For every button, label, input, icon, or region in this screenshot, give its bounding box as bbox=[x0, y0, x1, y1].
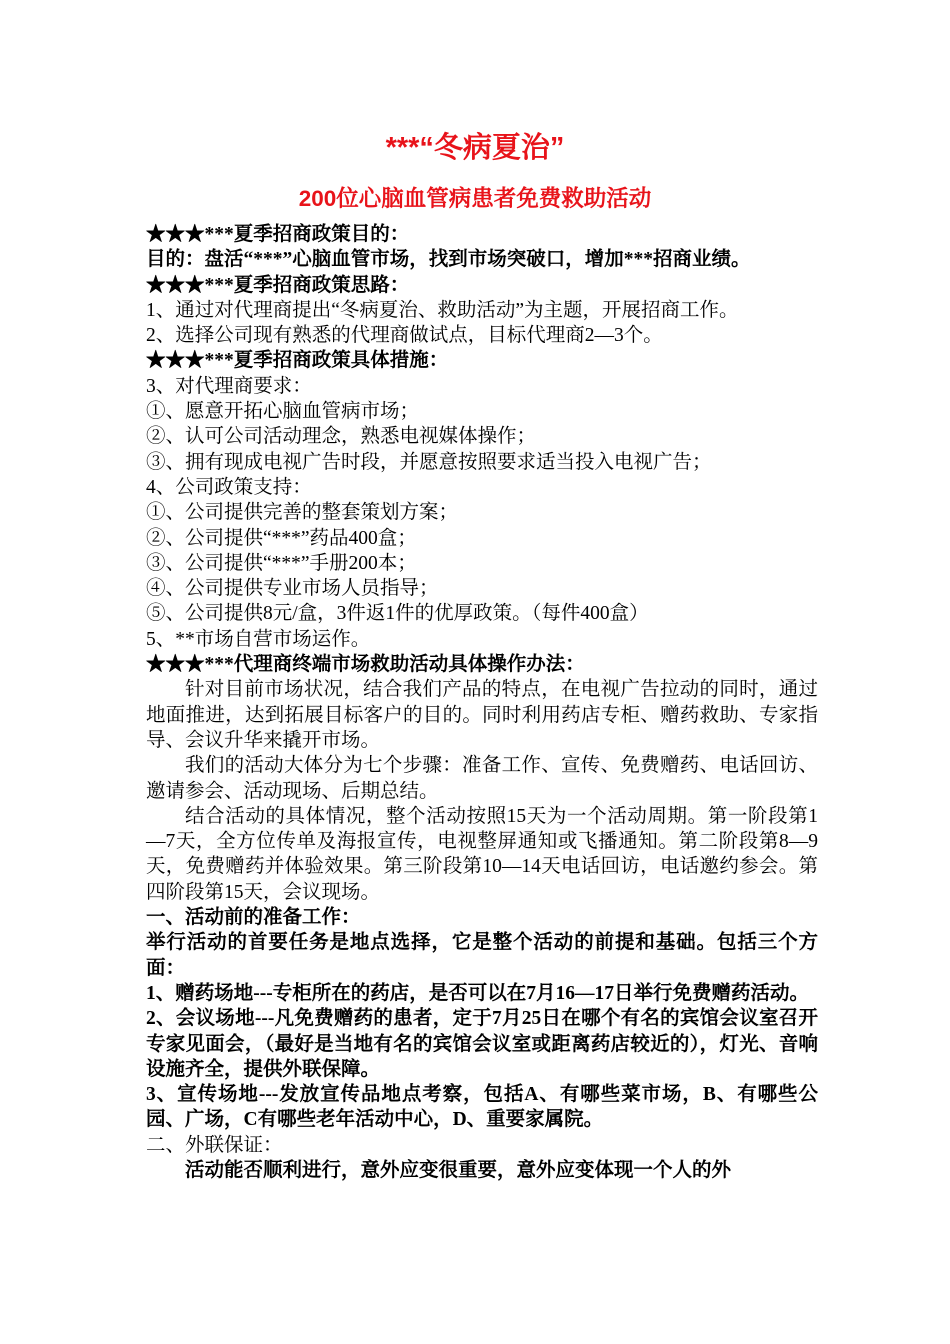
list-item: ②、公司提供“***”药品400盒； bbox=[146, 527, 417, 549]
section-heading-approach: ★★★***夏季招商政策思路： bbox=[146, 274, 410, 296]
body-paragraph: 针对目前市场状况，结合我们产品的特点，在电视广告拉动的同时，通过地面推进，达到拓展目标客户的目的。同时利用药店专柜、赠药救助、专家指导、会议升华来撬开市场。 bbox=[146, 679, 818, 751]
section-heading-liaison: 二、外联保证： bbox=[146, 1134, 283, 1156]
list-item: 1、赠药场地---专柜所在的药店，是否可以在7月16—17日举行免费赠药活动。 bbox=[146, 982, 809, 1004]
list-item: ③、拥有现成电视广告时段，并愿意按照要求适当投入电视广告； bbox=[146, 451, 712, 473]
list-item: ②、认可公司活动理念，熟悉电视媒体操作； bbox=[146, 426, 537, 448]
purpose-paragraph: 目的：盘活“***”心脑血管市场，找到市场突破口，增加***招商业绩。 bbox=[146, 249, 751, 271]
list-item: ①、公司提供完善的整套策划方案； bbox=[146, 502, 459, 524]
section-heading-operation: ★★★***代理商终端市场救助活动具体操作办法： bbox=[146, 654, 585, 676]
body-paragraph: 举行活动的首要任务是地点选择，它是整个活动的前提和基础。包括三个方面： bbox=[146, 932, 818, 979]
section-heading-preparation: 一、活动前的准备工作： bbox=[146, 907, 361, 929]
list-item: 3、对代理商要求： bbox=[146, 375, 312, 397]
section-heading-purpose: ★★★***夏季招商政策目的： bbox=[146, 224, 410, 245]
list-item: 5、**市场自营市场运作。 bbox=[146, 628, 371, 650]
document-subtitle: 200位心脑血管病患者免费救助活动 bbox=[298, 186, 652, 211]
list-item: 2、选择公司现有熟悉的代理商做试点，目标代理商2—3个。 bbox=[146, 325, 663, 347]
list-item: 2、会议场地---凡免费赠药的患者，定于7月25日在哪个有名的宾馆会议室召开专家见面会，（最好是当地有名的宾馆会议室或距离药店较近的），灯光、音响设施齐全，提供外联保障。 bbox=[146, 1008, 818, 1080]
body-paragraph: 结合活动的具体情况，整个活动按照15天为一个活动周期。第一阶段第1—7天，全方位传单及海报宣传，电视整屏通知或飞播通知。第二阶段第8—9天，免费赠药并体验效果。第三阶段第10—14天电话回访，电话邀约参会。第四阶段第15天，会议现场。 bbox=[146, 805, 818, 903]
list-item: 3、宣传场地---发放宣传品地点考察，包括A、有哪些菜市场，B、有哪些公园、广场，C有哪些老年活动中心，D、重要家属院。 bbox=[146, 1084, 818, 1131]
list-item: 1、通过对代理商提出“冬病夏治、救助活动”为主题，开展招商工作。 bbox=[146, 299, 739, 321]
list-item: ④、公司提供专业市场人员指导； bbox=[146, 578, 439, 600]
document-body bbox=[146, 222, 818, 1183]
document-title: ***“冬病夏治” bbox=[385, 132, 565, 164]
list-item: ①、愿意开拓心脑血管病市场； bbox=[146, 401, 420, 423]
list-item: ③、公司提供“***”手册200本； bbox=[146, 552, 417, 574]
list-item: ⑤、公司提供8元/盒，3件返1件的优厚政策。（每件400盒） bbox=[146, 603, 649, 625]
body-paragraph: 我们的活动大体分为七个步骤：准备工作、宣传、免费赠药、电话回访、邀请参会、活动现场、后期总结。 bbox=[146, 755, 818, 802]
section-heading-measures: ★★★***夏季招商政策具体措施： bbox=[146, 350, 449, 372]
body-paragraph: 活动能否顺利进行，意外应变很重要，意外应变体现一个人的外 bbox=[185, 1159, 732, 1181]
list-item: 4、公司政策支持： bbox=[146, 476, 312, 498]
